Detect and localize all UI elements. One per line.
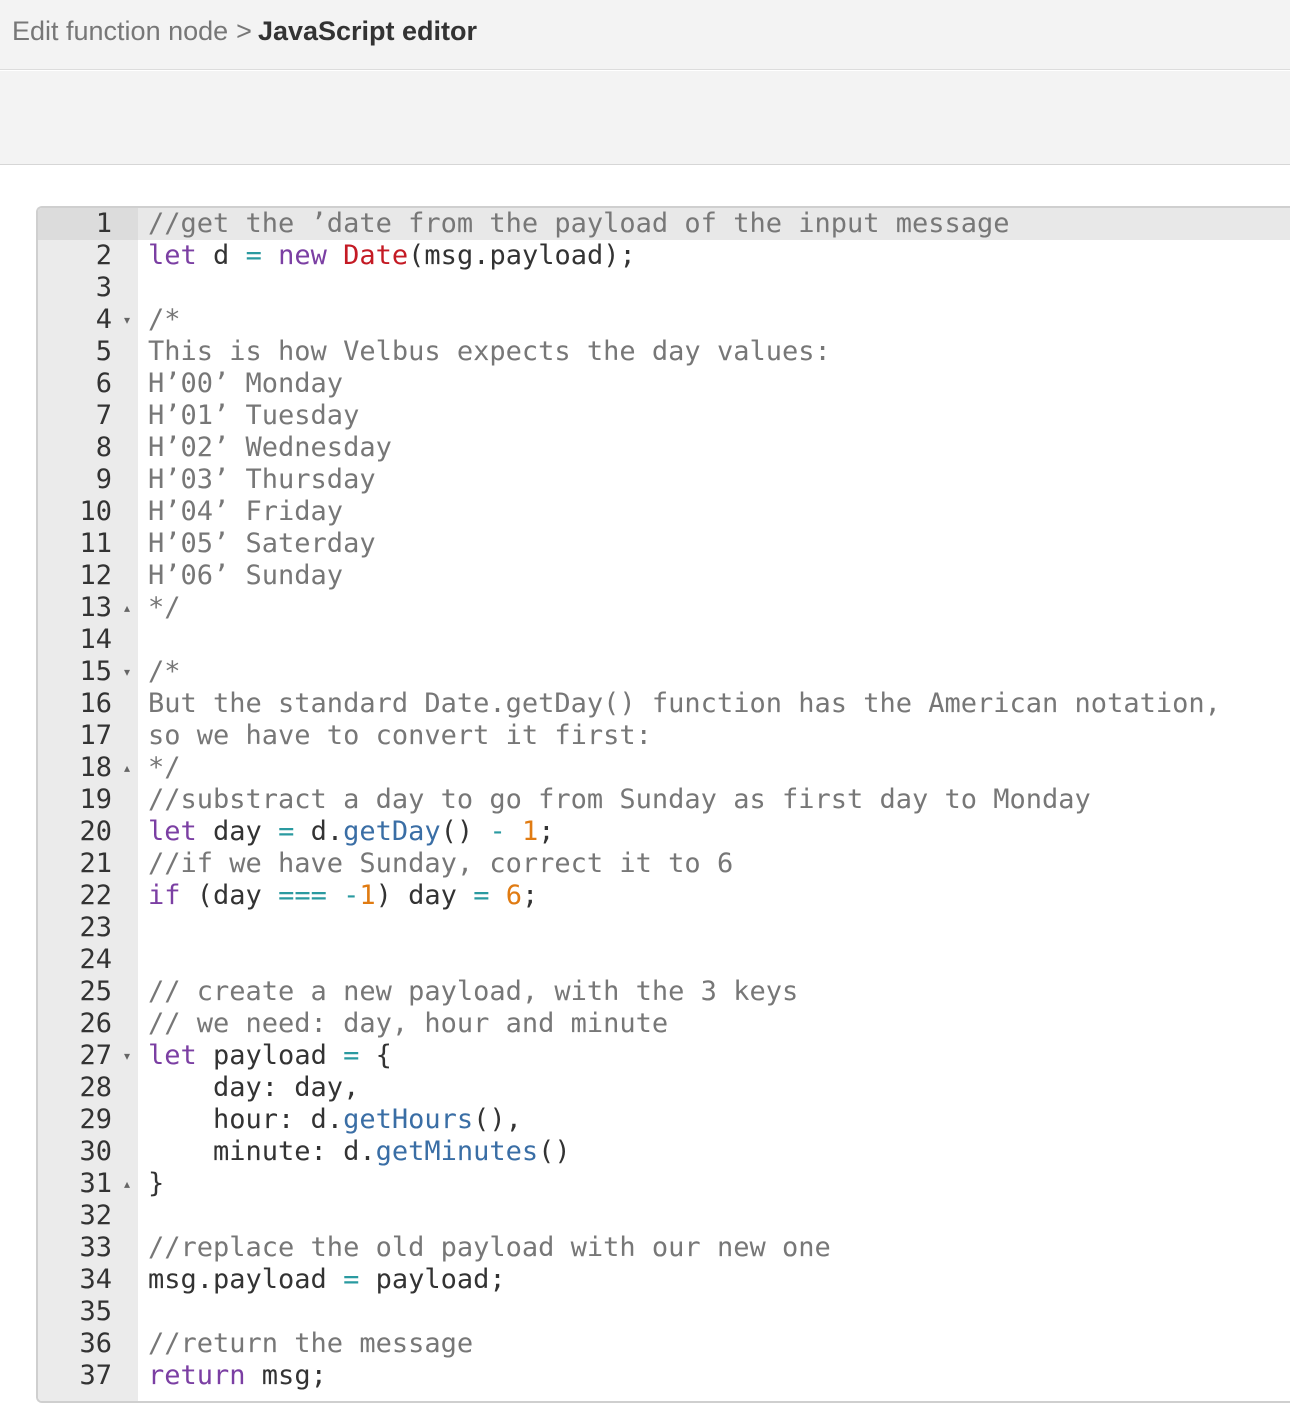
line-number: 34 bbox=[79, 1264, 112, 1295]
line-number: 4 bbox=[95, 304, 112, 335]
line-number: 35 bbox=[79, 1296, 112, 1327]
gutter-cell bbox=[38, 1232, 138, 1264]
code-editor[interactable] bbox=[36, 206, 1290, 1403]
code-token-plain: { bbox=[359, 1040, 392, 1071]
code-token-fn: getDay bbox=[343, 816, 441, 847]
code-line[interactable] bbox=[38, 816, 1290, 848]
gutter-cell bbox=[38, 528, 138, 560]
code-token-plain: d bbox=[196, 240, 246, 271]
line-number: 21 bbox=[79, 848, 112, 879]
code-text[interactable] bbox=[148, 304, 181, 336]
line-number: 24 bbox=[79, 944, 112, 975]
code-token-plain: payload; bbox=[359, 1264, 506, 1295]
code-token-plain bbox=[327, 880, 343, 911]
line-number: 6 bbox=[95, 368, 112, 399]
code-text[interactable] bbox=[148, 1040, 392, 1072]
code-token-comment: // we need: day, hour and minute bbox=[148, 1008, 669, 1039]
code-token-plain: } bbox=[148, 1168, 165, 1199]
gutter-cell bbox=[38, 368, 138, 400]
code-text[interactable] bbox=[148, 592, 181, 624]
code-token-class: Date bbox=[343, 240, 409, 271]
gutter-cell bbox=[38, 400, 138, 432]
breadcrumb-current: JavaScript editor bbox=[257, 16, 478, 46]
editor-header bbox=[0, 0, 1290, 70]
gutter-cell bbox=[38, 912, 138, 944]
line-number: 7 bbox=[95, 400, 112, 431]
line-number: 36 bbox=[79, 1328, 112, 1359]
code-token-kw: if bbox=[148, 880, 181, 911]
gutter-cell bbox=[38, 1296, 138, 1328]
gutter-cell bbox=[38, 720, 138, 752]
code-text[interactable] bbox=[148, 1168, 164, 1200]
code-line[interactable] bbox=[38, 752, 1290, 784]
code-line[interactable] bbox=[38, 464, 1290, 496]
line-number: 15 bbox=[79, 656, 112, 687]
line-number: 5 bbox=[95, 336, 112, 367]
code-text[interactable] bbox=[148, 400, 359, 432]
code-line[interactable] bbox=[38, 304, 1290, 336]
code-token-comment: H’05’ Saterday bbox=[148, 528, 376, 559]
code-token-op: = bbox=[343, 1264, 360, 1295]
gutter-cell bbox=[38, 432, 138, 464]
code-token-comment: But the standard Date.getDay() function has the American notation, bbox=[148, 688, 1221, 719]
line-number: 25 bbox=[79, 976, 112, 1007]
code-text[interactable] bbox=[148, 1264, 506, 1296]
gutter-cell bbox=[38, 1040, 138, 1072]
code-token-op: = bbox=[473, 880, 490, 911]
code-text[interactable] bbox=[148, 496, 343, 528]
line-number: 23 bbox=[79, 912, 112, 943]
gutter-cell bbox=[38, 304, 138, 336]
line-number: 16 bbox=[79, 688, 112, 719]
gutter-cell bbox=[38, 1360, 138, 1392]
code-line[interactable] bbox=[38, 912, 1290, 944]
line-number: 10 bbox=[79, 496, 112, 527]
code-line[interactable] bbox=[38, 1104, 1290, 1136]
gutter-cell bbox=[38, 208, 138, 240]
code-text[interactable] bbox=[148, 1360, 327, 1392]
code-token-op: = bbox=[245, 240, 262, 271]
code-token-plain: ; bbox=[521, 880, 539, 911]
code-text[interactable] bbox=[148, 848, 733, 880]
line-number: 37 bbox=[79, 1360, 112, 1391]
code-line[interactable] bbox=[38, 656, 1290, 688]
code-line[interactable] bbox=[38, 624, 1290, 656]
code-token-plain: day: day, bbox=[148, 1072, 360, 1103]
gutter-cell bbox=[38, 496, 138, 528]
gutter-cell bbox=[38, 1136, 138, 1168]
gutter-cell bbox=[38, 560, 138, 592]
gutter-cell bbox=[38, 944, 138, 976]
line-number: 28 bbox=[79, 1072, 112, 1103]
code-token-comment: //substract a day to go from Sunday as first day to Monday bbox=[148, 784, 1091, 815]
code-text[interactable] bbox=[148, 816, 555, 848]
code-token-comment: so we have to convert it first: bbox=[148, 720, 652, 751]
code-line[interactable] bbox=[38, 784, 1290, 816]
code-text[interactable] bbox=[148, 1136, 571, 1168]
line-number: 29 bbox=[79, 1104, 112, 1135]
code-text[interactable] bbox=[148, 1328, 473, 1360]
code-token-op: - bbox=[343, 880, 360, 911]
gutter-cell bbox=[38, 880, 138, 912]
fold-close-icon[interactable]: ▴ bbox=[123, 761, 130, 775]
breadcrumb-parent[interactable]: Edit function node bbox=[12, 16, 229, 46]
gutter-cell bbox=[38, 240, 138, 272]
code-token-plain bbox=[262, 240, 278, 271]
line-number: 3 bbox=[95, 272, 112, 303]
code-token-comment: H’00’ Monday bbox=[148, 368, 344, 399]
fold-close-icon[interactable]: ▴ bbox=[123, 601, 130, 615]
code-token-plain: (msg.payload); bbox=[408, 240, 636, 271]
code-token-plain: minute: d. bbox=[148, 1136, 376, 1167]
code-token-comment: H’03’ Thursday bbox=[148, 464, 376, 495]
line-number: 17 bbox=[79, 720, 112, 751]
code-line[interactable] bbox=[38, 1136, 1290, 1168]
code-text[interactable] bbox=[148, 432, 392, 464]
code-token-op: = bbox=[278, 816, 295, 847]
code-token-plain: msg; bbox=[245, 1360, 327, 1391]
code-token-comment: This is how Velbus expects the day values: bbox=[148, 336, 831, 367]
code-token-kw: let bbox=[148, 1040, 197, 1071]
code-line[interactable] bbox=[38, 944, 1290, 976]
line-number: 12 bbox=[79, 560, 112, 591]
code-token-fn: getHours bbox=[343, 1104, 474, 1135]
line-number: 18 bbox=[79, 752, 112, 783]
code-token-num: 1 bbox=[359, 880, 376, 911]
code-text[interactable] bbox=[148, 528, 376, 560]
gutter-cell bbox=[38, 976, 138, 1008]
line-number: 32 bbox=[79, 1200, 112, 1231]
line-number: 8 bbox=[95, 432, 112, 463]
code-line[interactable] bbox=[38, 1072, 1290, 1104]
code-line[interactable] bbox=[38, 848, 1290, 880]
code-line[interactable] bbox=[38, 432, 1290, 464]
code-line[interactable] bbox=[38, 368, 1290, 400]
code-line[interactable] bbox=[38, 528, 1290, 560]
code-line[interactable] bbox=[38, 1360, 1290, 1392]
code-line[interactable] bbox=[38, 1296, 1290, 1328]
code-text[interactable] bbox=[148, 784, 1091, 816]
code-token-comment: /* bbox=[148, 304, 181, 335]
code-token-comment: */ bbox=[148, 752, 181, 783]
code-token-comment: //return the message bbox=[148, 1328, 474, 1359]
code-text[interactable] bbox=[148, 240, 636, 272]
line-number: 2 bbox=[95, 240, 112, 271]
line-number: 22 bbox=[79, 880, 112, 911]
code-token-plain: (day bbox=[180, 880, 279, 911]
editor-toolbar bbox=[0, 71, 1290, 165]
breadcrumb-separator: > bbox=[236, 16, 252, 46]
line-number: 9 bbox=[95, 464, 112, 495]
code-token-comment: //if we have Sunday, correct it to 6 bbox=[148, 848, 734, 879]
code-text[interactable] bbox=[148, 752, 181, 784]
code-text[interactable] bbox=[148, 1232, 831, 1264]
gutter-cell bbox=[38, 592, 138, 624]
code-text[interactable] bbox=[148, 464, 376, 496]
gutter-cell bbox=[38, 816, 138, 848]
code-token-op: = bbox=[343, 1040, 360, 1071]
code-line[interactable] bbox=[38, 1232, 1290, 1264]
fold-open-icon[interactable]: ▾ bbox=[123, 665, 130, 679]
code-token-fn: getMinutes bbox=[375, 1136, 539, 1167]
code-text[interactable] bbox=[148, 1008, 668, 1040]
code-token-comment: // create a new payload, with the 3 keys bbox=[148, 976, 799, 1007]
gutter-cell bbox=[38, 752, 138, 784]
code-token-plain: hour: d. bbox=[148, 1104, 344, 1135]
gutter-cell bbox=[38, 336, 138, 368]
code-token-plain: () bbox=[440, 816, 490, 847]
code-token-plain: msg.payload bbox=[148, 1264, 344, 1295]
code-text[interactable] bbox=[148, 560, 343, 592]
code-line[interactable] bbox=[38, 592, 1290, 624]
code-token-plain: ) day bbox=[375, 880, 474, 911]
code-line[interactable] bbox=[38, 688, 1290, 720]
code-token-num: 6 bbox=[505, 880, 522, 911]
gutter-cell bbox=[38, 848, 138, 880]
code-token-comment: H’01’ Tuesday bbox=[148, 400, 360, 431]
code-text[interactable] bbox=[148, 208, 1010, 240]
code-token-plain: (), bbox=[473, 1104, 522, 1135]
gutter-cell bbox=[38, 1104, 138, 1136]
line-number: 14 bbox=[79, 624, 112, 655]
code-token-comment: /* bbox=[148, 656, 181, 687]
code-text[interactable] bbox=[148, 1072, 359, 1104]
code-token-plain: payload bbox=[196, 1040, 344, 1071]
gutter-cell bbox=[38, 1264, 138, 1296]
gutter-cell bbox=[38, 1072, 138, 1104]
code-text[interactable] bbox=[148, 336, 831, 368]
line-number: 20 bbox=[79, 816, 112, 847]
code-line[interactable] bbox=[38, 976, 1290, 1008]
gutter-cell bbox=[38, 272, 138, 304]
line-number: 13 bbox=[79, 592, 112, 623]
code-line[interactable] bbox=[38, 1200, 1290, 1232]
code-token-comment: //get the ’date from the payload of the input message bbox=[148, 208, 1010, 239]
code-text[interactable] bbox=[148, 720, 652, 752]
code-line[interactable] bbox=[38, 1264, 1290, 1296]
code-token-comment: H’02’ Wednesday bbox=[148, 432, 392, 463]
code-text[interactable] bbox=[148, 1104, 522, 1136]
line-number: 27 bbox=[79, 1040, 112, 1071]
code-token-plain: ; bbox=[538, 816, 555, 847]
fold-open-icon[interactable]: ▾ bbox=[123, 1049, 130, 1063]
line-number: 31 bbox=[79, 1168, 112, 1199]
code-token-op: - bbox=[489, 816, 506, 847]
line-number: 30 bbox=[79, 1136, 112, 1167]
code-line[interactable] bbox=[38, 1168, 1290, 1200]
code-token-plain: day bbox=[196, 816, 279, 847]
code-token-num: 1 bbox=[521, 816, 539, 847]
code-line[interactable] bbox=[38, 720, 1290, 752]
code-line[interactable] bbox=[38, 1328, 1290, 1360]
fold-close-icon[interactable]: ▴ bbox=[123, 1177, 130, 1191]
code-token-kw: new bbox=[278, 240, 327, 271]
code-token-kw: let bbox=[148, 816, 197, 847]
gutter-cell bbox=[38, 464, 138, 496]
code-token-comment: H’04’ Friday bbox=[148, 496, 344, 527]
code-line[interactable] bbox=[38, 240, 1290, 272]
breadcrumb bbox=[12, 16, 477, 47]
code-line[interactable] bbox=[38, 400, 1290, 432]
line-number: 33 bbox=[79, 1232, 112, 1263]
code-line[interactable] bbox=[38, 336, 1290, 368]
code-line[interactable] bbox=[38, 272, 1290, 304]
code-lines[interactable] bbox=[38, 208, 1290, 1392]
gutter-cell bbox=[38, 1008, 138, 1040]
line-number: 26 bbox=[79, 1008, 112, 1039]
code-text[interactable] bbox=[148, 656, 181, 688]
code-token-plain: () bbox=[538, 1136, 571, 1167]
line-number: 11 bbox=[79, 528, 112, 559]
code-line[interactable] bbox=[38, 1008, 1290, 1040]
gutter-cell bbox=[38, 688, 138, 720]
code-token-comment: H’06’ Sunday bbox=[148, 560, 344, 591]
code-token-kw: let bbox=[148, 240, 197, 271]
gutter-cell bbox=[38, 656, 138, 688]
code-token-comment: //replace the old payload with our new one bbox=[148, 1232, 831, 1263]
gutter-cell bbox=[38, 1328, 138, 1360]
gutter-cell bbox=[38, 1200, 138, 1232]
code-line[interactable] bbox=[38, 1040, 1290, 1072]
code-text[interactable] bbox=[148, 880, 538, 912]
line-number: 1 bbox=[95, 208, 112, 239]
code-token-plain: d. bbox=[294, 816, 344, 847]
code-token-op: === bbox=[278, 880, 327, 911]
code-text[interactable] bbox=[148, 976, 798, 1008]
code-token-comment: */ bbox=[148, 592, 181, 623]
gutter-cell bbox=[38, 784, 138, 816]
code-line[interactable] bbox=[38, 208, 1290, 240]
line-number: 19 bbox=[79, 784, 112, 815]
code-token-kw: return bbox=[148, 1360, 246, 1391]
code-token-plain bbox=[506, 816, 522, 847]
gutter-cell bbox=[38, 1168, 138, 1200]
code-line[interactable] bbox=[38, 496, 1290, 528]
code-text[interactable] bbox=[148, 368, 343, 400]
fold-open-icon[interactable]: ▾ bbox=[123, 313, 130, 327]
code-line[interactable] bbox=[38, 560, 1290, 592]
code-line[interactable] bbox=[38, 880, 1290, 912]
code-token-plain bbox=[489, 880, 505, 911]
code-token-plain bbox=[327, 240, 343, 271]
gutter-cell bbox=[38, 624, 138, 656]
code-text[interactable] bbox=[148, 688, 1221, 720]
